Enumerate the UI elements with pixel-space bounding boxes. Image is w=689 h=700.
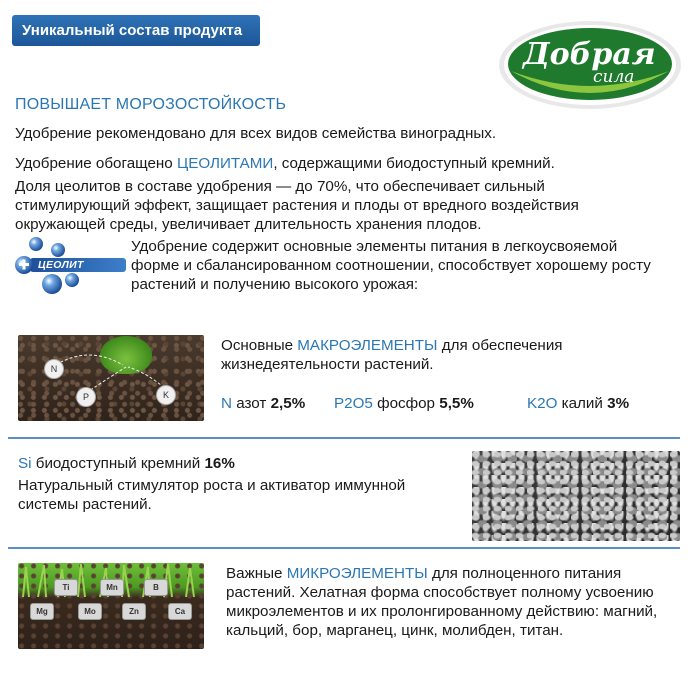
micro-tag-mg: Mg xyxy=(30,603,54,620)
soil-arrows-icon xyxy=(18,335,204,421)
macro-title: Основные МАКРОЭЛЕМЕНТЫ для обеспечения жизнедеятельности растений. xyxy=(221,337,563,373)
zeolite-gravel-photo xyxy=(472,451,680,541)
para-zeolite-share: Доля цеолитов в составе удобрения — до 70%, что обеспечивает сильный стимулирующий эффект, защищает растения и плоды от вредного воздействия окружающей среды, увеличивает длительность хранения плодов. xyxy=(15,178,579,233)
micro-block: Важные МИКРОЭЛЕМЕНТЫ для полноценного питания растений. Хелатная форма способствует полному усвоению микроэлементов и их пролонгированному действию: магний, кальций, бор, марганец, цинк, молибден, титан. xyxy=(226,565,658,639)
headline: ПОВЫШАЕТ МОРОЗОСТОЙКОСТЬ xyxy=(15,96,287,113)
para-recommended: Удобрение рекомендовано для всех видов семейства виноградных. xyxy=(15,125,497,142)
grass-soil-photo xyxy=(18,563,204,649)
soil-label-k: K xyxy=(156,385,176,405)
micro-tag-mo: Mo xyxy=(78,603,102,620)
macro-item-n: N азот 2,5% xyxy=(221,395,306,412)
micro-tag-zn: Zn xyxy=(122,603,146,620)
soil-label-n: N xyxy=(44,359,64,379)
macro-highlight: МАКРОЭЛЕМЕНТЫ xyxy=(297,337,438,354)
micro-highlight: МИКРОЭЛЕМЕНТЫ xyxy=(286,565,428,582)
soil-label-p: P xyxy=(76,387,96,407)
zeolites-highlight: ЦЕОЛИТАМИ xyxy=(176,155,274,172)
divider-bottom xyxy=(8,547,680,549)
zeolite-label: ЦЕОЛИТ xyxy=(38,259,84,271)
logo-word-main: Добрая xyxy=(523,37,656,72)
brand-logo xyxy=(497,19,683,111)
si-block: Si биодоступный кремний 16% Натуральный стимулятор роста и активатор иммунной системы растений. xyxy=(18,455,406,513)
macro-item-k2o: K2O калий 3% xyxy=(527,395,630,412)
logo-word-sub: сила xyxy=(593,67,635,87)
micro-tag-ca: Ca xyxy=(168,603,192,620)
divider-top xyxy=(8,437,680,439)
si-value: 16% xyxy=(204,455,235,472)
macro-item-p2o5: P2O5 фосфор 5,5% xyxy=(334,395,474,412)
para-zeolites: Удобрение обогащено ЦЕОЛИТАМИ, содержащими биодоступный кремний. xyxy=(15,155,555,172)
micro-tag-mn: Mn xyxy=(100,579,124,596)
soil-photo xyxy=(18,335,204,421)
si-symbol: Si xyxy=(18,455,32,472)
section-badge: Уникальный состав продукта xyxy=(12,15,260,46)
micro-tag-ti: Ti xyxy=(54,579,78,596)
micro-tag-b: B xyxy=(144,579,168,596)
zeolite-molecule xyxy=(10,236,130,300)
para-nutrients: Удобрение содержит основные элементы питания в легкоусвояемой форме и сбалансированном соотношении, способствует хорошему росту растений и получению высокого урожая: xyxy=(131,238,651,293)
